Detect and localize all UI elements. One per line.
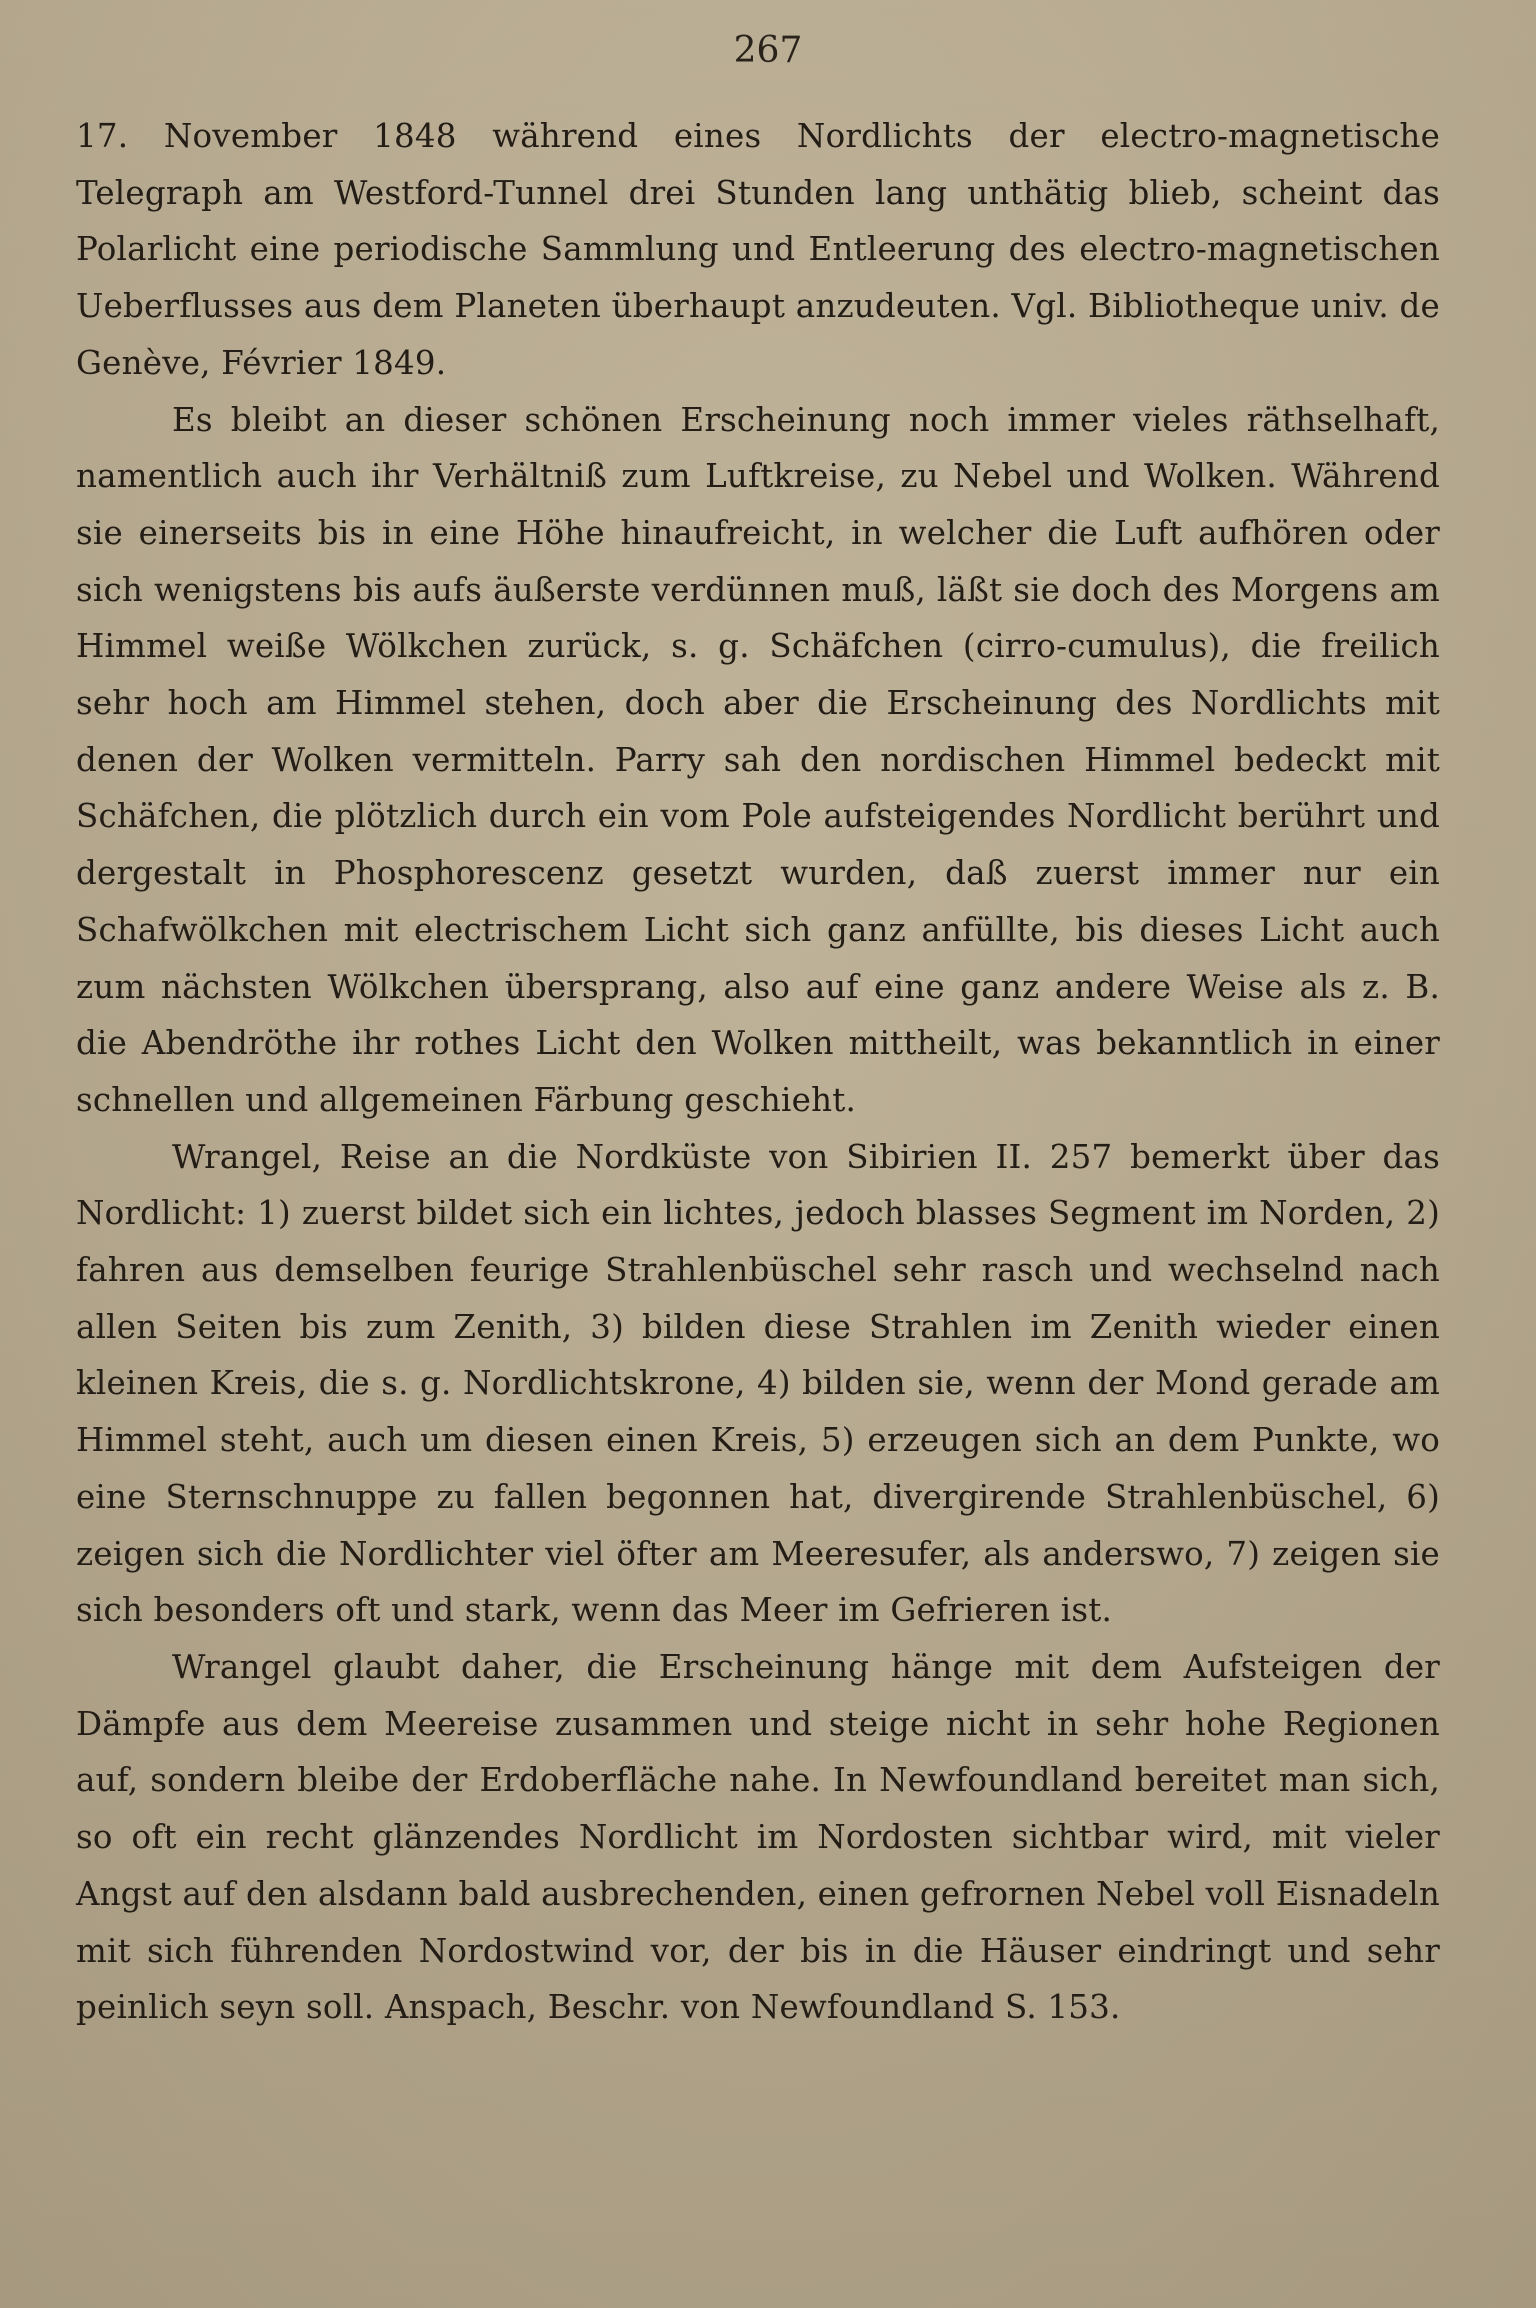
paragraph-wrangel-conclusion: Wrangel glaubt daher, die Erscheinung hänge mit dem Aufsteigen der Dämpfe aus dem Meereise zusammen und steige nicht in sehr hohe Regionen auf, sondern bleibe der Erdoberfläche nahe. In Newfoundland bereitet man sich, so oft ein recht glänzendes Nordlicht im Nordosten sichtbar wird, mit vieler Angst auf den alsdann bald ausbrechenden, einen gefrornen Nebel voll Eisnadeln mit sich führenden Nordostwind vor, der bis in die Häuser eindringt und sehr peinlich seyn soll. Anspach, Beschr. von Newfoundland S. 153. [76,1647,1441,2027]
paragraph-continuation: 17. November 1848 während eines Nordlichts der electro-magnetische Telegraph am Westford-Tunnel drei Stunden lang unthätig blieb, scheint das Polarlicht eine periodische Sammlung und Entleerung des electro-magnetischen Ueberflusses aus dem Planeten überhaupt anzudeuten. Vgl. Bibliotheque univ. de Genève, Février 1849. [76,117,1440,382]
page-number: 267 [733,30,803,71]
paragraph-nordlicht-raethsel: Es bleibt an dieser schönen Erscheinung noch immer vieles räthselhaft, namentlich auch ihr Verhältniß zum Luftkreise, zu Nebel und Wolken. Während sie einerseits bis in eine Höhe hinaufreicht, in welcher die Luft aufhören oder sich wenigstens bis aufs äußerste verdünnen muß, läßt sie doch des Morgens am Himmel weiße Wölkchen zurück, s. g. Schäfchen (cirro-cumulus), die freilich sehr hoch am Himmel stehen, doch aber die Erscheinung des Nordlichts mit denen der Wolken vermitteln. Parry sah den nordischen Himmel bedeckt mit Schäfchen, die plötzlich durch ein vom Pole aufsteigendes Nordlicht berührt und dergestalt in Phosphorescenz gesetzt wurden, daß zuerst immer nur ein Schafwölkchen mit electrischem Licht sich ganz anfüllte, bis dieses Licht auch zum nächsten Wölkchen übersprang, also auf eine ganz andere Weise als z. B. die Abendröthe ihr rothes Licht den Wolken mittheilt, was bekanntlich in einer schnellen und allgemeinen Färbung geschieht. [76,400,1440,1119]
paragraph-wrangel-observations: Wrangel, Reise an die Nordküste von Sibirien II. 257 bemerkt über das Nordlicht: 1) zuerst bildet sich ein lichtes, jedoch blasses Segment im Norden, 2) fahren aus demselben feurige Strahlenbüschel sehr rasch und wechselnd nach allen Seiten bis zum Zenith, 3) bilden diese Strahlen im Zenith wieder einen kleinen Kreis, die s. g. Nordlichtskrone, 4) bilden sie, wenn der Mond gerade am Himmel steht, auch um diesen einen Kreis, 5) erzeugen sich an dem Punkte, wo eine Sternschnuppe zu fallen begonnen hat, divergirende Strahlenbüschel, 6) zeigen sich die Nordlichter viel öfter am Meeresufer, als anderswo, 7) zeigen sie sich besonders oft und stark, wenn das Meer im Gefrieren ist. [76,1137,1440,1630]
body-text [76,108,1440,2036]
